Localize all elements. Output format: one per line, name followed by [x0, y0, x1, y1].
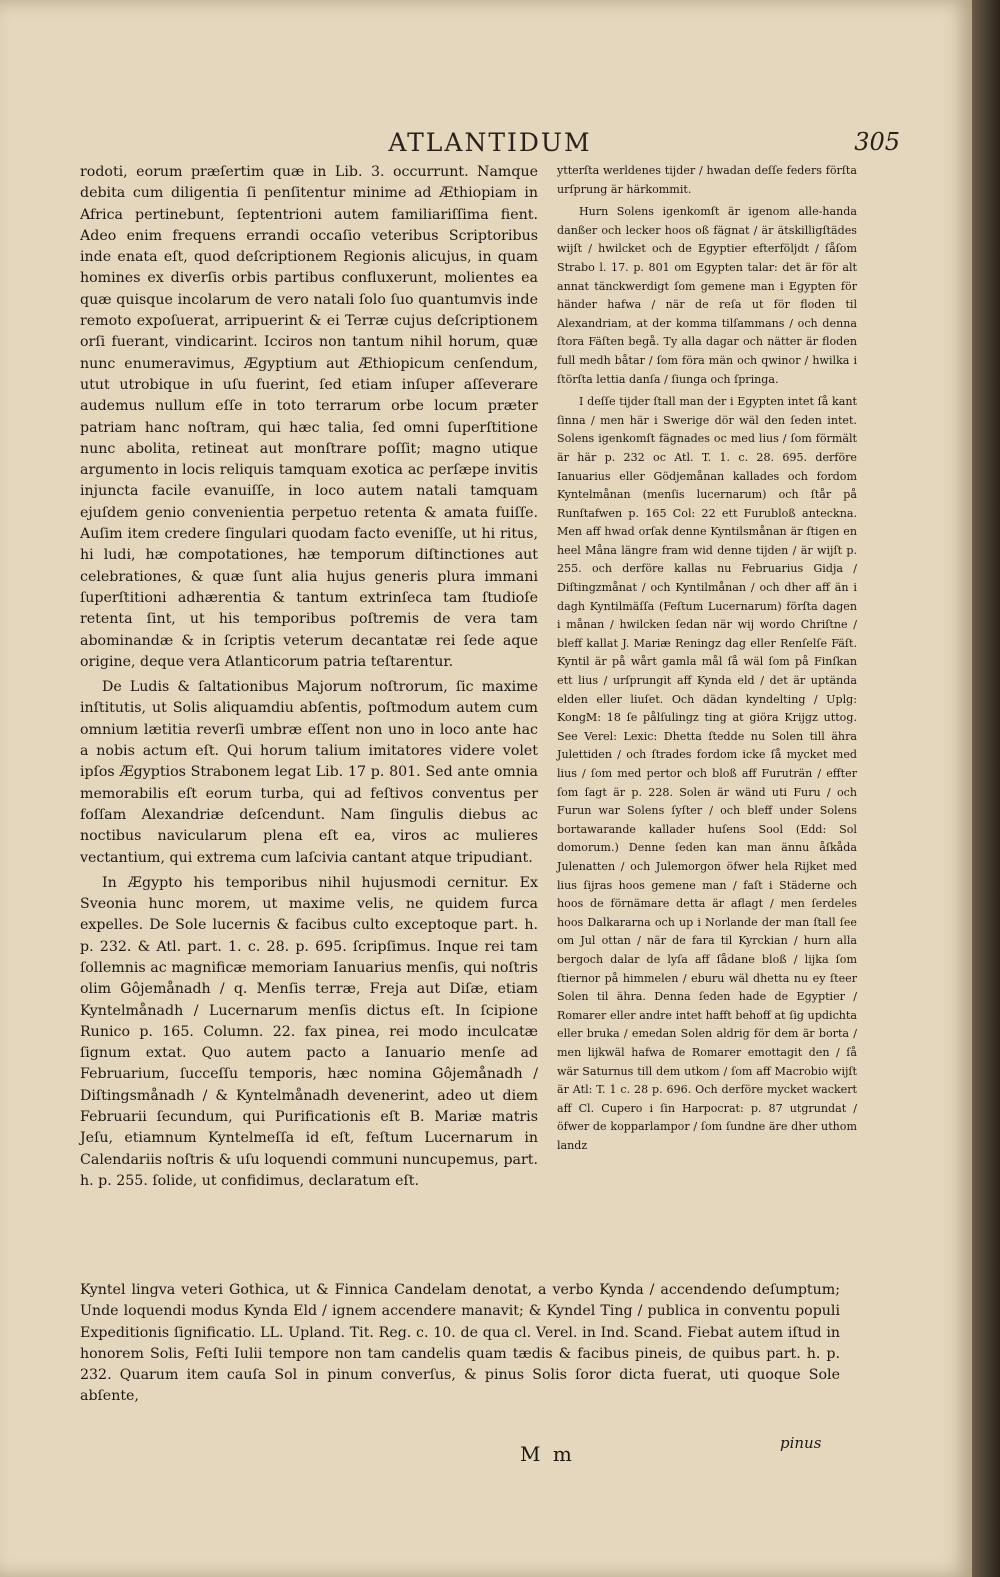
swedish-paragraph-3: I deſſe tijder ſtall man der i Egypten intet ſå kant ſinna / men här i Swerige dör wäl den ſeden intet. Solens igenkomſt fägnades oc med lius / ſom förmält är här p. 232 oc Atl. T. 1. c. 28. 695. derföre Ianuarius eller Gödjemånan kallades och fordom Kyntelmånan (menſis lucernarum) och ſtår på Runſtafwen p. 165 Col: 22 ett Furubloß anteckna. Men aff hwad orſak denne Kyntilsmånan är ſtigen en heel Måna längre fram wid denne tijden / är wijſt p. 255. och derföre kallas nu Februarius Gidja / Diſtingzmånat / och Kyntilmånan / och dher aff än i dagh Kyntilmäſſa (Feſtum Lucernarum) förſta dagen i månan / hwilcken ſedan när wij wordo Chriſtne / bleff kallat J. Mariæ Reningz dag eller Renſelſe Fäſt. Kyntil är på wårt gamla mål ſå wäl ſom på Finſkan ett lius / urſprungit aff Kynda eld / det är uptända elden eller liuſet. Och dädan kyndelting / Uplg: KongM: 18 ſe pålſulingz ting at giöra Krijgz uttog. See Verel: Lexic: Dhetta ſtedde nu Solen till ähra Julettiden / och ſtrades fordom icke ſå mycket med lius / ſom med pertor och bloß aff Furuträn / effter ſom ſagt är p. 228. Solen är wänd uti Furu / och Furun war Solens ſyſter / och bleff under Solens bortawarande kallader huſens Sool (Edd: Sol domorum.) Denne ſeden kan man ännu åſkåda Julenatten / och Julemorgon öfwer hela Rijket med lius ſijras hoos gemene man / faſt i Städerne och hoos de förnämare detta är aflagt / men ſerdeles hoos Dalkararna och up i Norlande der man ſtall ſee om Jul ottan / när de fara til Kyrckian / hurn alla bergoch dalar de lyſa aff ſådane bloß / lijka ſom ſtiernor på himmelen / eburu wäl dhetta nu ey ſteer Solen til ähra. Denna ſeden hade de Egyptier / Romarer eller andre intet hafft behoff at ſig updichta eller bruka / emedan Solen aldrig för dem är borta / men lijkwäl hafwa de Romarer emottagit den / ſå wär Saturnus till dem utkom / ſom aff Macrobio wijſt är Atl: T. 1 c. 28 p. 696. Och derföre mycket wackert aff Cl. Cupero i ſin Harpocrat: p. 87 utgrundat / öfwer de kopparlampor / ſom ſundne äre dher uthom landz	[557, 395, 857, 1152]
swedish-paragraph-2: Hurn Solens igenkomſt är igenom alle-handa danßer och lecker hoos oß fägnat / är ätskilligſtädes wijſt / hwilcket och de Egyptier efterföljdt / ſåſom Strabo l. 17. p. 801 om Egypten talar: det är för alt annat tänckwerdigt ſom gemene man i Egypten för händer hafwa / när de reſa ut för floden til Alexandriam, at der komma tilſammans / och denna ſtora Fäſten begå. Ty alla dagar och nätter är floden full medh båtar / ſom föra män och qwinor / hwilka i ſtörſta lettia danſa / ſiunga och ſpringa.	[557, 205, 857, 386]
swedish-paragraph-1: ytterſta werldenes tijder / hwadan deſſe feders förſta urſprung är härkommit.	[557, 164, 857, 196]
swedish-column	[557, 162, 857, 1159]
book-edge	[972, 0, 1000, 1577]
latin-column	[80, 162, 538, 1196]
page-number: 305	[854, 128, 900, 156]
latin-paragraph-1: rodoti, eorum præſertim quæ in Lib. 3. occurrunt. Namque debita cum diligentia ſi penſitentur minime ad Æthiopiam in Africa pertinebunt, ſeptentrioni autem familiariſſima fient. Adeo enim frequens errandi occaſio veteribus Scriptoribus inde enata eſt, quod deſcriptionem Regionis alicujus, in quam homines ex diverſis orbis partibus confluxerunt, molientes ea quæ quisque incolarum de vero natali ſolo ſuo quantumvis inde remoto expoſuerat, arripuerint & ei Terræ cujus deſcriptionem orſi fuerant, vindicarint. Icciros non tantum nihil horum, quæ nunc enumeravimus, Ægyptium aut Æthiopicum cenſendum, utut utrobique in uſu fuerint, ſed etiam inſuper aſſeverare audemus nullum eſſe in toto terrarum orbe locum præter patriam hanc noſtram, qui hæc talia, ſed omni ſuperſtitione nunc abolita, retineat aut monſtrare poſſit; magno utique argumento in locis reliquis tamquam exotica ac perſæpe invitis injuncta facile evanuiſſe, in loco autem natali tamquam ejuſdem genio convenientia perpetuo retenta & amata fuiſſe. Auſim item credere ſingulari quodam facto eveniſſe, ut hi ritus, hi ludi, hæ compotationes, hæ temporum diſtinctiones aut celebrationes, & quæ ſunt alia hujus generis plura immani ſuperſtitioni adhærentia & tantum extrinſeca tam ſtudioſe retenta ſint, ut his temporibus poſtremis de vera tam abominandæ & in ſcriptis veterum decantatæ rei ſede aque origine, deque vera Atlanticorum patria teſtarentur.	[80, 164, 538, 670]
full-width-footnote	[80, 1280, 840, 1412]
latin-paragraph-3: In Ægypto his temporibus nihil hujusmodi cernitur. Ex Sveonia hunc morem, ut maxime velis, ne quidem furca expelles. De Sole lucernis & facibus culto exceptoque part. h. p. 232. & Atl. part. 1. c. 28. p. 695. ſcripſimus. Inque rei tam ſollemnis ac magnificæ memoriam Ianuarius menſis, qui noſtris olim Gôjemånadh / q. Menſis terræ, Freja aut Diſæ, etiam Kyntelmånadh / Lucernarum menſis dictus eſt. In ſcipione Runico p. 165. Column. 22. fax pinea, rei modo inculcatæ ſignum extat. Quo autem pacto a Ianuario menſe ad Februarium, ſucceſſu temporis, hæc nomina Gôjemånadh / Diſtingsmånadh / & Kyntelmånadh devenerint, adeo ut diem Februarii ſecundum, qui Purificationis eſt B. Mariæ matris Jeſu, etiamnum Kyntelmeſſa id eſt, feſtum Lucernarum in Calendariis noſtris & uſu loquendi communi nuncupemus, part. h. p. 255. ſolide, ut confidimus, declaratum eſt.	[80, 874, 538, 1189]
latin-paragraph-2: De Ludis & ſaltationibus Majorum noſtrorum, ſic maxime inſtitutis, ut Solis aliquamdiu abſentis, poſtmodum autem cum omnium lætitia reverſi umbræ eſſent non uno in loco ante hac a nobis actum eſt. Qui horum talium imitatores videre volet ipſos Ægyptios Strabonem legat Lib. 17 p. 801. Sed ante omnia memorabilis eſt eorum turba, qui ad feſtivos conventus per foſſam Alexandriæ deſcendunt. Nam ſingulis diebus ac noctibus navicularum plena eſt ea, viros ac mulieres vectantium, qui extrema cum laſcivia cantant atque tripudiant.	[80, 679, 538, 866]
signature-mark: M m	[520, 1442, 575, 1466]
footnote-paragraph: Kyntel lingva veteri Gothica, ut & Finnica Candelam denotat, a verbo Kynda / accendendo deſumptum; Unde loquendi modus Kynda Eld / ignem accendere manavit; & Kyndel Ting / publica in conventu populi Expeditionis ſignificatio. LL. Upland. Tit. Reg. c. 10. de qua cl. Verel. in Ind. Scand. Fiebat autem iſtud in honorem Solis, Feſti Iulii tempore non tam candelis quam tædis & facibus pineis, de quibus part. h. p. 232. Quarum item cauſa Sol in pinum converſus, & pinus Solis ſoror dicta fuerat, uti quoque Sole abſente,	[80, 1282, 840, 1405]
running-head: ATLANTIDUM	[388, 128, 592, 157]
catchword: pinus	[780, 1434, 822, 1452]
